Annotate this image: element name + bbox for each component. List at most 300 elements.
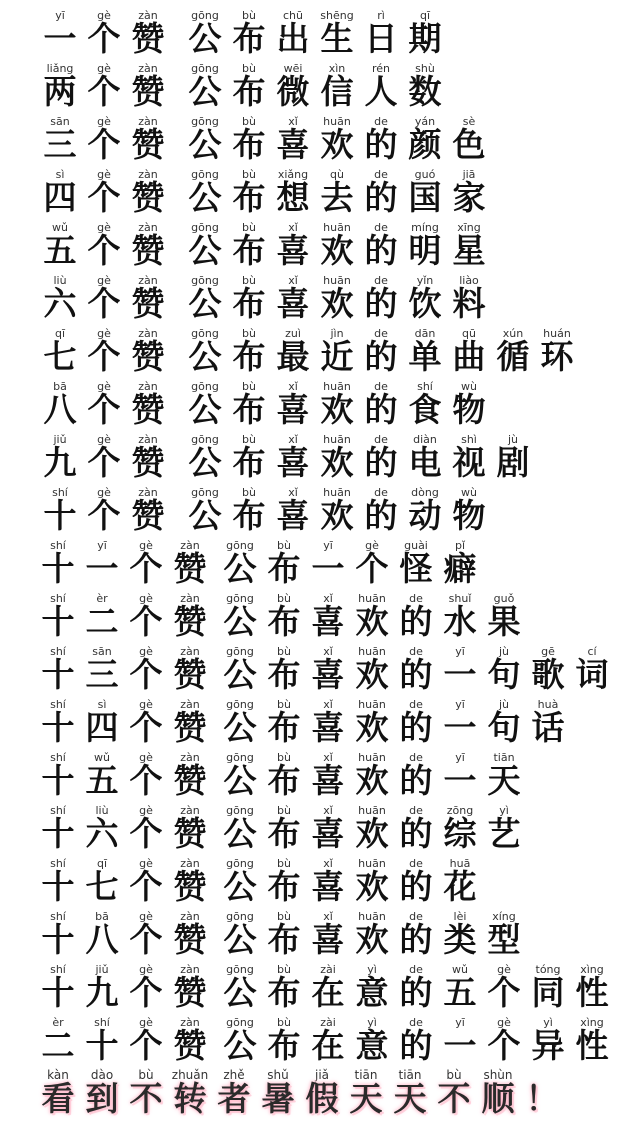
hanzi: 五	[85, 761, 119, 800]
hanzi: 欢	[320, 125, 354, 164]
pinyin: sān	[92, 645, 112, 658]
pinyin: zài	[320, 1016, 336, 1029]
pinyin: shí	[417, 380, 433, 393]
hanzi: 视	[452, 443, 486, 482]
hanzi: 九	[43, 443, 77, 482]
text-line	[0, 641, 640, 694]
pinyin: shí	[50, 751, 66, 764]
hanzi: 性	[575, 973, 609, 1012]
pinyin: dào	[90, 1068, 114, 1082]
pinyin: guǒ	[493, 592, 515, 605]
hanzi: 一	[443, 708, 477, 747]
syllable	[126, 217, 170, 270]
pinyin: shí	[50, 804, 66, 817]
pinyin: gōng	[191, 168, 219, 181]
pinyin: zàn	[138, 221, 158, 234]
hanzi: 十	[41, 814, 75, 853]
pinyin: wǔ	[452, 963, 468, 976]
hanzi: 公	[188, 231, 222, 270]
hanzi: 一	[43, 19, 77, 58]
pinyin: bù	[242, 433, 256, 446]
hanzi: 赞	[173, 920, 207, 959]
hanzi: 四	[85, 708, 119, 747]
hanzi: 国	[408, 178, 442, 217]
pinyin: zàn	[138, 433, 158, 446]
syllable	[447, 376, 491, 429]
hanzi: 水	[443, 602, 477, 641]
hanzi: 公	[223, 1026, 257, 1065]
pinyin: sān	[50, 115, 70, 128]
text-line	[0, 959, 640, 1012]
syllable	[482, 588, 526, 641]
pinyin: shí	[50, 698, 66, 711]
hanzi: 公	[188, 19, 222, 58]
hanzi: 赞	[131, 72, 165, 111]
hanzi: 花	[443, 867, 477, 906]
pinyin: bā	[95, 910, 109, 923]
syllable	[476, 1065, 520, 1118]
pinyin: rén	[371, 62, 391, 75]
hanzi: 暑	[261, 1079, 295, 1118]
hanzi: 公	[188, 284, 222, 323]
pinyin: gōng	[191, 380, 219, 393]
pinyin: shí	[50, 857, 66, 870]
hanzi: 循	[496, 337, 530, 376]
pinyin: gè	[139, 698, 153, 711]
syllable	[126, 164, 170, 217]
pinyin: xiǎng	[277, 168, 309, 181]
syllable	[491, 429, 535, 482]
pinyin: zàn	[180, 804, 200, 817]
text-line	[0, 588, 640, 641]
pinyin: shí	[94, 1016, 110, 1029]
hanzi: 欢	[355, 761, 389, 800]
hanzi: 赞	[173, 655, 207, 694]
hanzi: 喜	[311, 761, 345, 800]
pinyin: bù	[277, 539, 291, 552]
pinyin: gè	[139, 857, 153, 870]
syllable	[168, 906, 212, 959]
pinyin: jiǎ	[314, 1068, 330, 1082]
hanzi: 喜	[311, 602, 345, 641]
hanzi: 色	[452, 125, 486, 164]
hanzi: 公	[223, 708, 257, 747]
pinyin: de	[409, 751, 423, 764]
pinyin: zàn	[138, 62, 158, 75]
hanzi: 公	[223, 867, 257, 906]
hanzi: 句	[487, 708, 521, 747]
pinyin: xǐ	[323, 592, 333, 605]
pinyin: yī	[455, 698, 465, 711]
hanzi: 欢	[320, 390, 354, 429]
hanzi: 二	[85, 602, 119, 641]
pinyin: gè	[139, 592, 153, 605]
pinyin: xǐ	[323, 804, 333, 817]
hanzi: 布	[232, 72, 266, 111]
hanzi: 微	[276, 72, 310, 111]
pinyin: tiān	[354, 1068, 378, 1082]
syllable	[168, 641, 212, 694]
pinyin: yī	[97, 539, 107, 552]
hanzi: 布	[267, 655, 301, 694]
hanzi: 者	[217, 1079, 251, 1118]
hanzi: 不	[437, 1079, 471, 1118]
pinyin: bā	[53, 380, 67, 393]
pinyin: xǐ	[323, 698, 333, 711]
pinyin: xǐ	[323, 751, 333, 764]
pinyin: qī	[96, 857, 108, 870]
text-line	[0, 800, 640, 853]
hanzi: 布	[232, 178, 266, 217]
hanzi: 赞	[131, 443, 165, 482]
text-line	[0, 906, 640, 959]
hanzi: 的	[399, 973, 433, 1012]
pinyin: bù	[446, 1068, 462, 1082]
hanzi: 欢	[355, 708, 389, 747]
pinyin: shí	[50, 963, 66, 976]
hanzi: 喜	[276, 231, 310, 270]
hanzi: 喜	[276, 443, 310, 482]
pinyin: qū	[462, 327, 476, 340]
hanzi: 类	[443, 920, 477, 959]
pinyin: gōng	[226, 539, 254, 552]
text-line	[0, 58, 640, 111]
hanzi: 个	[87, 231, 121, 270]
text-line	[0, 5, 640, 58]
syllable	[438, 853, 482, 906]
pinyin: jiā	[462, 168, 476, 181]
hanzi: 异	[531, 1026, 565, 1065]
hanzi: 意	[355, 1026, 389, 1065]
pinyin: huān	[323, 380, 351, 393]
hanzi: 的	[399, 708, 433, 747]
pinyin: de	[374, 486, 388, 499]
hanzi: 欢	[355, 602, 389, 641]
hanzi: 八	[85, 920, 119, 959]
pinyin: lèi	[453, 910, 467, 923]
pinyin: xǐ	[288, 433, 298, 446]
pinyin: zàn	[180, 539, 200, 552]
pinyin: huān	[358, 804, 386, 817]
pinyin: gōng	[191, 327, 219, 340]
pinyin: huān	[358, 751, 386, 764]
hanzi: 个	[87, 337, 121, 376]
pinyin: de	[409, 1016, 423, 1029]
hanzi: 个	[87, 496, 121, 535]
hanzi: 的	[399, 655, 433, 694]
hanzi: 两	[43, 72, 77, 111]
pinyin: shēng	[320, 9, 354, 22]
hanzi: 天	[487, 761, 521, 800]
pinyin: wǔ	[52, 221, 68, 234]
pinyin: huān	[323, 274, 351, 287]
syllable	[447, 270, 491, 323]
hanzi: 二	[41, 1026, 75, 1065]
pinyin: huān	[323, 486, 351, 499]
hanzi: 九	[85, 973, 119, 1012]
hanzi: 的	[364, 496, 398, 535]
hanzi: 个	[129, 867, 163, 906]
pinyin: zàn	[138, 486, 158, 499]
hanzi: 布	[267, 761, 301, 800]
pinyin: míng	[411, 221, 439, 234]
syllable	[126, 376, 170, 429]
pinyin: bù	[277, 751, 291, 764]
syllable	[126, 429, 170, 482]
hanzi: 个	[129, 655, 163, 694]
pinyin: gè	[97, 168, 111, 181]
pinyin: xǐ	[323, 857, 333, 870]
pinyin: gè	[97, 486, 111, 499]
hanzi: 食	[408, 390, 442, 429]
pinyin: huān	[358, 698, 386, 711]
hanzi: 料	[452, 284, 486, 323]
hanzi: 的	[364, 337, 398, 376]
pinyin: yī	[55, 9, 65, 22]
hanzi: 喜	[311, 867, 345, 906]
pinyin: gè	[139, 963, 153, 976]
pinyin: huān	[358, 857, 386, 870]
hanzi: 公	[188, 72, 222, 111]
pinyin: sì	[97, 698, 107, 711]
pinyin: tiān	[493, 751, 515, 764]
pinyin: yì	[543, 1016, 553, 1029]
syllable	[168, 800, 212, 853]
text-line	[0, 1065, 640, 1118]
text-line	[0, 270, 640, 323]
hanzi: 家	[452, 178, 486, 217]
hanzi: 人	[364, 72, 398, 111]
text-line	[0, 535, 640, 588]
hanzi: 赞	[131, 178, 165, 217]
pinyin: gè	[97, 221, 111, 234]
hanzi: 性	[575, 1026, 609, 1065]
syllable	[168, 588, 212, 641]
pinyin: gè	[497, 1016, 511, 1029]
hanzi: 同	[531, 973, 565, 1012]
pinyin: gè	[97, 9, 111, 22]
syllable	[526, 694, 570, 747]
pinyin: gè	[139, 804, 153, 817]
hanzi: 电	[408, 443, 442, 482]
hanzi: 布	[267, 708, 301, 747]
hanzi: 看	[41, 1079, 75, 1118]
syllable	[447, 482, 491, 535]
hanzi: 公	[188, 337, 222, 376]
hanzi: 布	[232, 19, 266, 58]
hanzi: 十	[41, 761, 75, 800]
text-line	[0, 429, 640, 482]
hanzi: 转	[173, 1079, 207, 1118]
syllable	[126, 323, 170, 376]
pinyin: gōng	[191, 62, 219, 75]
pinyin: liǎng	[46, 62, 74, 75]
pinyin: shì	[461, 433, 477, 446]
hanzi: 的	[364, 125, 398, 164]
hanzi: 个	[87, 284, 121, 323]
hanzi: 怪	[399, 549, 433, 588]
pinyin: huān	[358, 592, 386, 605]
pinyin: bù	[277, 1016, 291, 1029]
pinyin: zàn	[180, 592, 200, 605]
text-line	[0, 111, 640, 164]
pinyin: bù	[242, 327, 256, 340]
pinyin: zàn	[180, 645, 200, 658]
hanzi: 欢	[320, 496, 354, 535]
hanzi: 赞	[173, 973, 207, 1012]
pinyin: gōng	[191, 9, 219, 22]
hanzi: 个	[87, 390, 121, 429]
syllable	[168, 853, 212, 906]
hanzi: ！	[525, 1079, 559, 1118]
pinyin: xǐ	[323, 645, 333, 658]
hanzi: 果	[487, 602, 521, 641]
hanzi: 信	[320, 72, 354, 111]
pinyin: huān	[323, 433, 351, 446]
hanzi: 喜	[276, 390, 310, 429]
hanzi: 布	[267, 1026, 301, 1065]
pinyin: bù	[277, 857, 291, 870]
hanzi: 赞	[131, 19, 165, 58]
text-line	[0, 217, 640, 270]
hanzi: 生	[320, 19, 354, 58]
pinyin: wù	[461, 380, 477, 393]
pinyin: guài	[404, 539, 428, 552]
hanzi: 想	[276, 178, 310, 217]
syllable	[126, 270, 170, 323]
pinyin: gè	[139, 645, 153, 658]
hanzi: 赞	[131, 390, 165, 429]
hanzi: 天	[349, 1079, 383, 1118]
hanzi: 十	[43, 496, 77, 535]
pinyin: kàn	[47, 1068, 69, 1082]
pinyin: qī	[419, 9, 431, 22]
pinyin: cí	[587, 645, 597, 658]
hanzi: 个	[129, 761, 163, 800]
hanzi: 欢	[355, 814, 389, 853]
pinyin: gè	[97, 433, 111, 446]
hanzi: 布	[232, 231, 266, 270]
pinyin: yì	[367, 963, 377, 976]
hanzi: 布	[232, 390, 266, 429]
hanzi: 赞	[173, 1026, 207, 1065]
hanzi: 欢	[355, 655, 389, 694]
hanzi: 个	[129, 602, 163, 641]
text-line	[0, 853, 640, 906]
hanzi: 的	[399, 920, 433, 959]
pinyin: bù	[242, 115, 256, 128]
hanzi: 欢	[320, 231, 354, 270]
hanzi: 布	[267, 814, 301, 853]
pinyin: bù	[242, 9, 256, 22]
pinyin: gè	[97, 274, 111, 287]
pinyin: gōng	[191, 486, 219, 499]
pinyin: zuì	[285, 327, 301, 340]
pinyin: dòng	[411, 486, 439, 499]
pinyin: jìn	[330, 327, 344, 340]
pinyin: zàn	[180, 963, 200, 976]
pinyin: gè	[97, 380, 111, 393]
pinyin: de	[409, 645, 423, 658]
pinyin: jù	[507, 433, 519, 446]
pinyin: gōng	[191, 115, 219, 128]
pinyin: zàn	[180, 857, 200, 870]
syllable	[403, 58, 447, 111]
hanzi: 公	[223, 761, 257, 800]
hanzi: 一	[443, 761, 477, 800]
pinyin: xǐ	[323, 910, 333, 923]
pinyin: wù	[461, 486, 477, 499]
hanzi: 日	[364, 19, 398, 58]
hanzi: 期	[408, 19, 442, 58]
hanzi: 赞	[131, 125, 165, 164]
pinyin: shǔ	[267, 1068, 289, 1082]
pinyin: gōng	[226, 857, 254, 870]
hanzi: 公	[188, 443, 222, 482]
pinyin: bù	[277, 698, 291, 711]
pinyin: xìng	[580, 963, 604, 976]
pinyin: xǐ	[288, 274, 298, 287]
pinyin: de	[374, 168, 388, 181]
pinyin: tóng	[535, 963, 561, 976]
pinyin: sì	[55, 168, 65, 181]
hanzi: 星	[452, 231, 486, 270]
pinyin: tiān	[398, 1068, 422, 1082]
hanzi: 物	[452, 390, 486, 429]
pinyin: zhě	[223, 1068, 245, 1082]
pinyin: huān	[358, 910, 386, 923]
hanzi: 出	[276, 19, 310, 58]
pinyin: jù	[498, 698, 510, 711]
hanzi: 布	[267, 549, 301, 588]
pinyin: zàn	[138, 274, 158, 287]
pinyin: bù	[277, 963, 291, 976]
hanzi: 欢	[320, 443, 354, 482]
pinyin: huān	[358, 645, 386, 658]
hanzi: 一	[311, 549, 345, 588]
syllable	[126, 111, 170, 164]
hanzi: 个	[129, 1026, 163, 1065]
pinyin: gōng	[226, 698, 254, 711]
pinyin: jiǔ	[53, 433, 67, 446]
hanzi: 到	[85, 1079, 119, 1118]
hanzi: 个	[355, 549, 389, 588]
pinyin: shí	[50, 592, 66, 605]
hanzi: 癖	[443, 549, 477, 588]
syllable	[570, 959, 614, 1012]
hanzi: 一	[85, 549, 119, 588]
hanzi: 三	[85, 655, 119, 694]
hanzi: 个	[129, 920, 163, 959]
hanzi: 个	[487, 973, 521, 1012]
hanzi: 布	[267, 867, 301, 906]
syllable	[126, 482, 170, 535]
hanzi: 公	[223, 814, 257, 853]
hanzi: 布	[232, 496, 266, 535]
pinyin: huān	[323, 221, 351, 234]
hanzi: 公	[223, 549, 257, 588]
pinyin: jiǔ	[95, 963, 109, 976]
hanzi: 喜	[276, 284, 310, 323]
hanzi: 赞	[131, 337, 165, 376]
pinyin: xìng	[580, 1016, 604, 1029]
pinyin: gōng	[191, 221, 219, 234]
text-line	[0, 747, 640, 800]
text-line	[0, 482, 640, 535]
hanzi: 赞	[173, 814, 207, 853]
hanzi: 十	[41, 708, 75, 747]
hanzi: 十	[41, 973, 75, 1012]
